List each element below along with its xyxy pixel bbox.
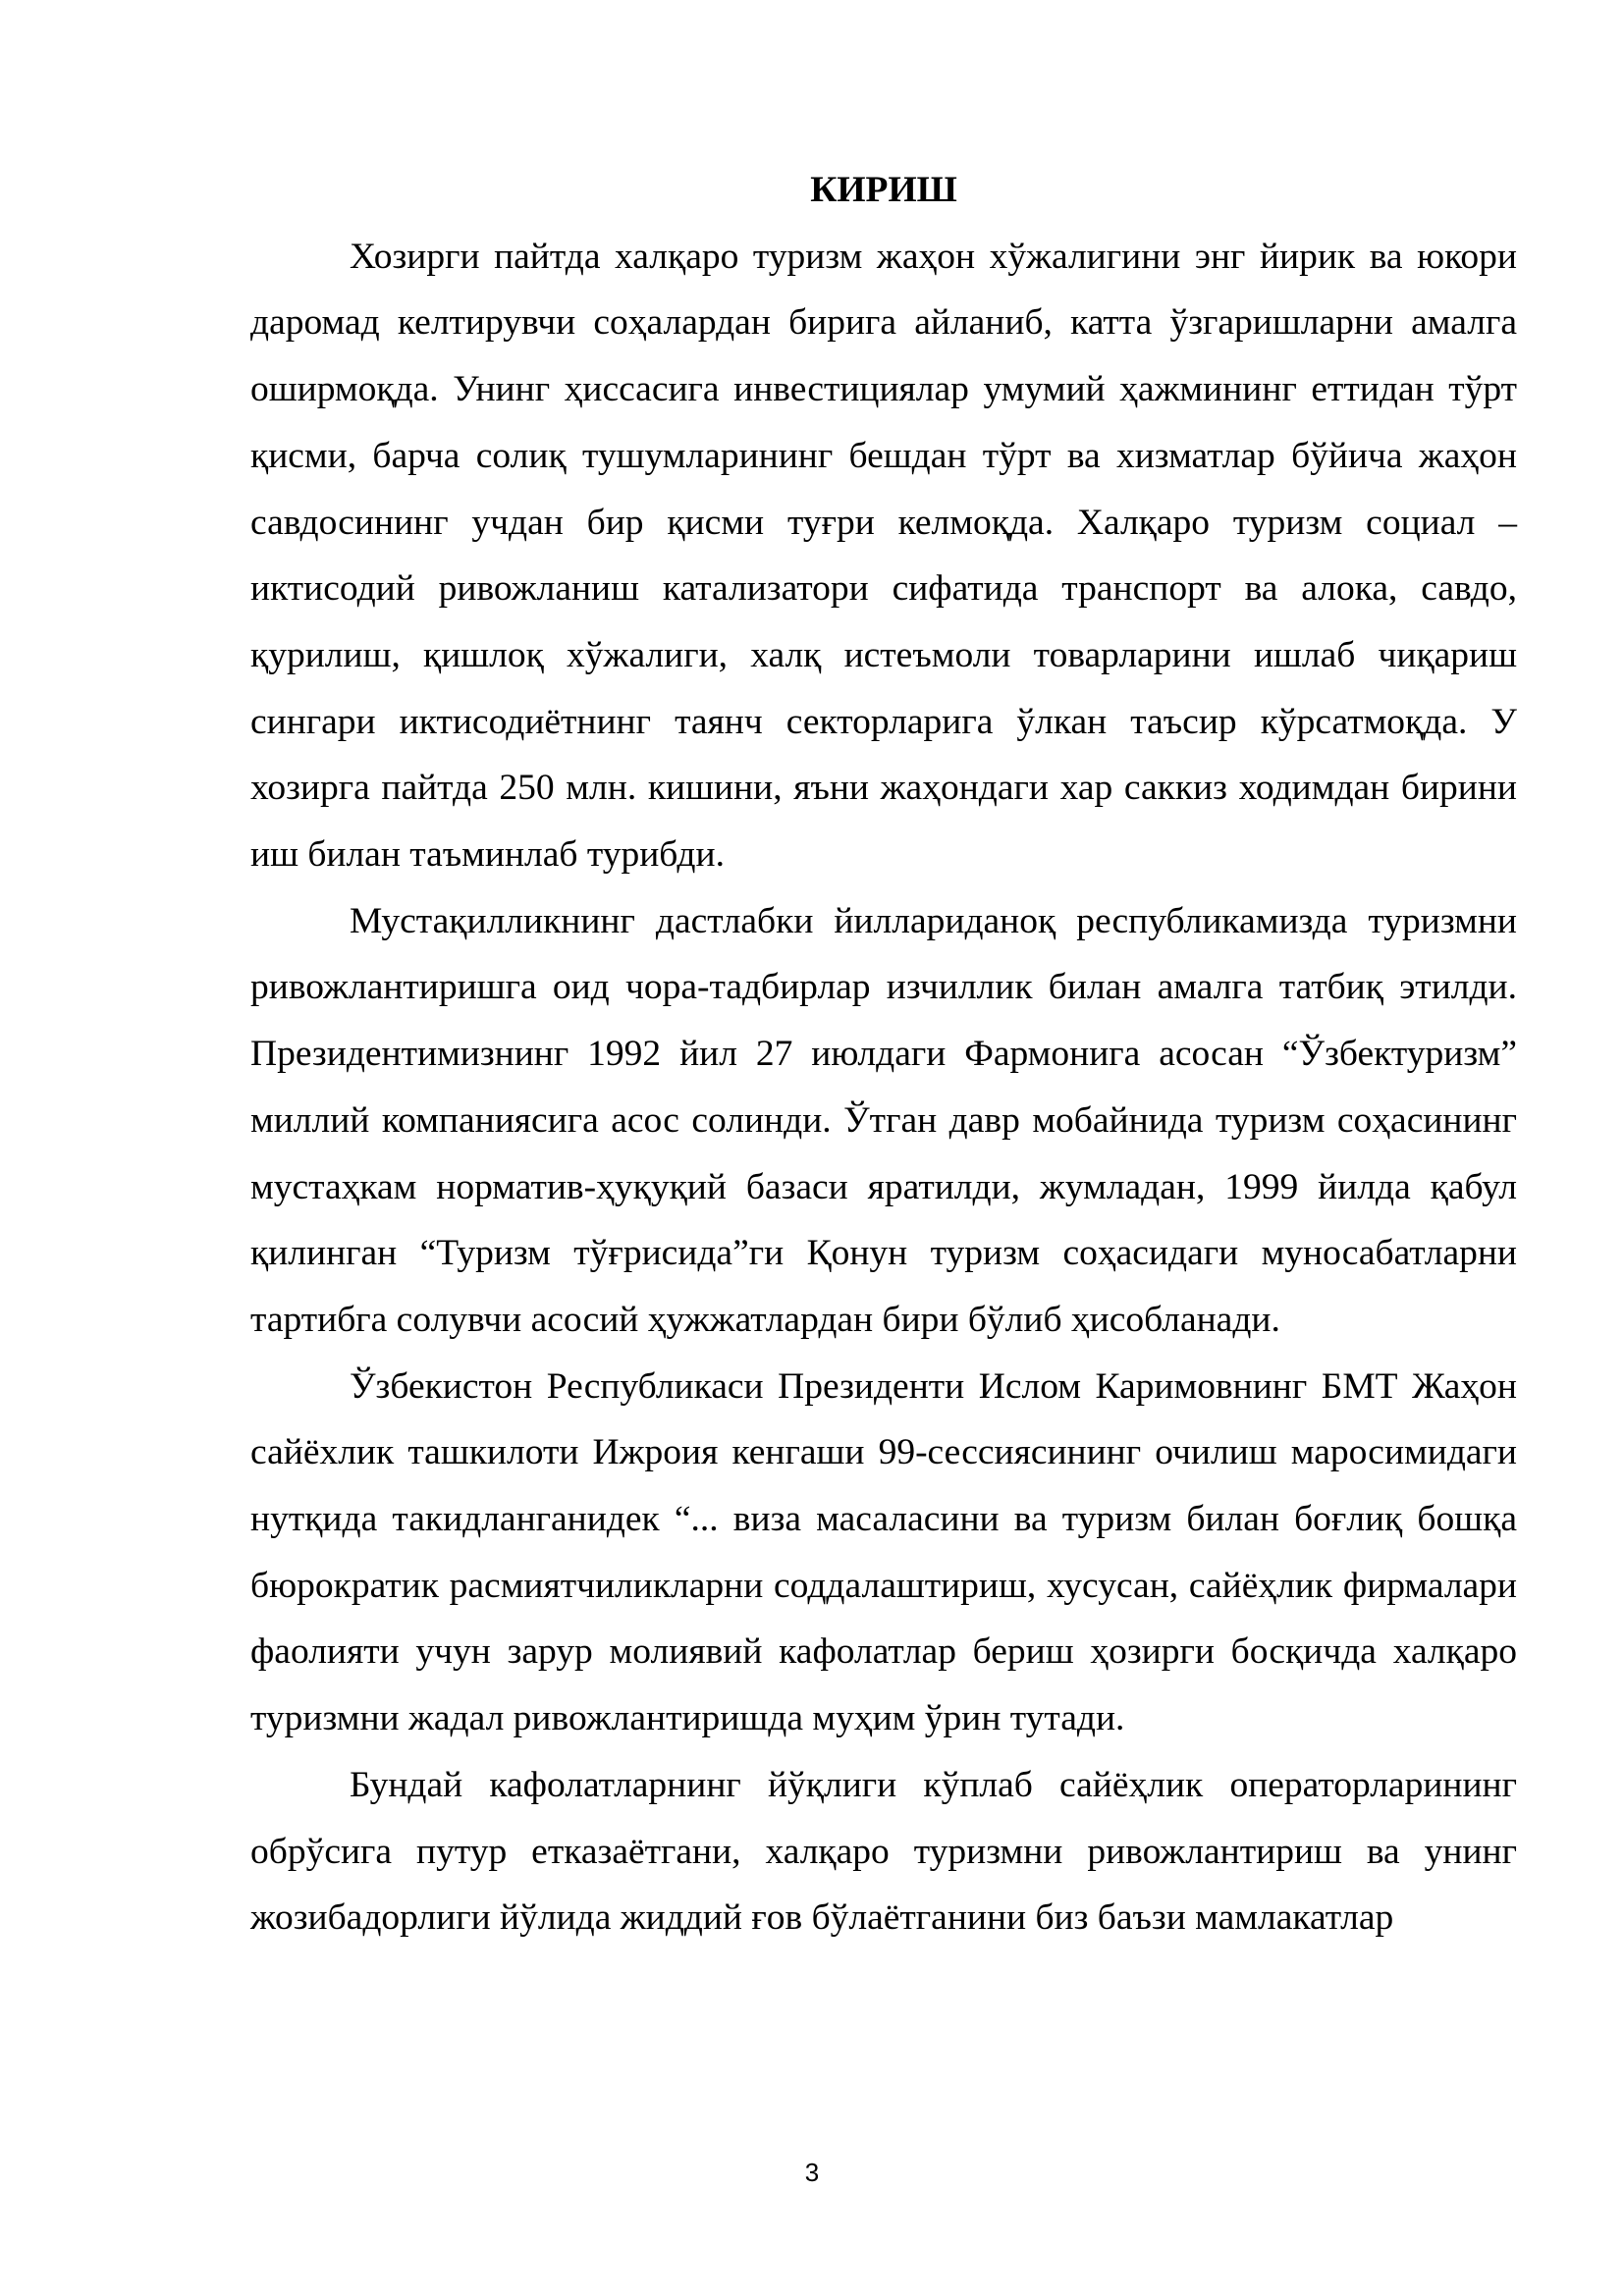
paragraph-independence: Мустақилликнинг дастлабки йиллариданоқ республикамизда туризмни ривожлантиришга оид чора-тадбирлар изчиллик билан амалга татбиқ этилди. Президентимизнинг 1992 йил 27 июлдаги Фармонига асосан “Ўзбектуризм” миллий компаниясига асос солинди. Ўтган давр мобайнида туризм соҳасининг мустаҳкам норматив-ҳуқуқий базаси яратилди, жумладан, 1999 йилда қабул қилинган “Туризм тўғрисида”ги Қонун туризм соҳасидаги муносабатларни тартибга солувчи асосий ҳужжатлардан бири бўлиб ҳисобланади. xyxy=(250,900,1517,1340)
paragraph-guarantees: Бундай кафолатларнинг йўқлиги кўплаб сайёҳлик операторларининг обрўсига путур етказаётгани, халқаро туризмни ривожлантириш ва унинг жозибадорлиги йўлида жиддий ғов бўлаётганини биз баъзи мамлакатлар xyxy=(250,1764,1517,1939)
section-title: КИРИШ xyxy=(810,170,957,210)
paragraph-intro: Хозирги пайтда халқаро туризм жаҳон хўжалигини энг йирик ва юкори даромад келтирувчи соҳалардан бирига айланиб, катта ўзгаришларни амалга оширмоқда. Унинг ҳиссасига инвестициялар умумий ҳажмининг еттидан тўрт қисми, барча солиқ тушумларининг бешдан тўрт ва хизматлар бўйича жаҳон савдосининг учдан бир қисми туғри келмоқда. Халқаро туризм социал – иктисодий ривожланиш катализатори сифатида транспорт ва алока, савдо, қурилиш, қишлоқ хўжалиги, халқ истеъмоли товарларини ишлаб чиқариш сингари иктисодиётнинг таянч секторларига ўлкан таъсир кўрсатмоқда. У хозирга пайтда 250 млн. кишини, яъни жаҳондаги хар саккиз ходимдан бирини иш билан таъминлаб турибди. xyxy=(250,236,1517,876)
paragraph-president-speech: Ўзбекистон Республикаси Президенти Ислом Каримовнинг БМТ Жаҳон сайёхлик ташкилоти Ижроия кенгаши 99-сессиясининг очилиш маросимидаги нутқида такидланганидек “... виза масаласини ва туризм билан боғлиқ бошқа бюрократик расмиятчиликларни соддалаштириш, хусусан, сайёҳлик фирмалари фаолияти учун зарур молиявий кафолатлар бериш ҳозирги босқичда халқаро туризмни жадал ривожлантиришда муҳим ўрин тутади. xyxy=(250,1365,1517,1739)
document-body xyxy=(250,157,1517,1951)
page-number: 3 xyxy=(804,2158,820,2187)
